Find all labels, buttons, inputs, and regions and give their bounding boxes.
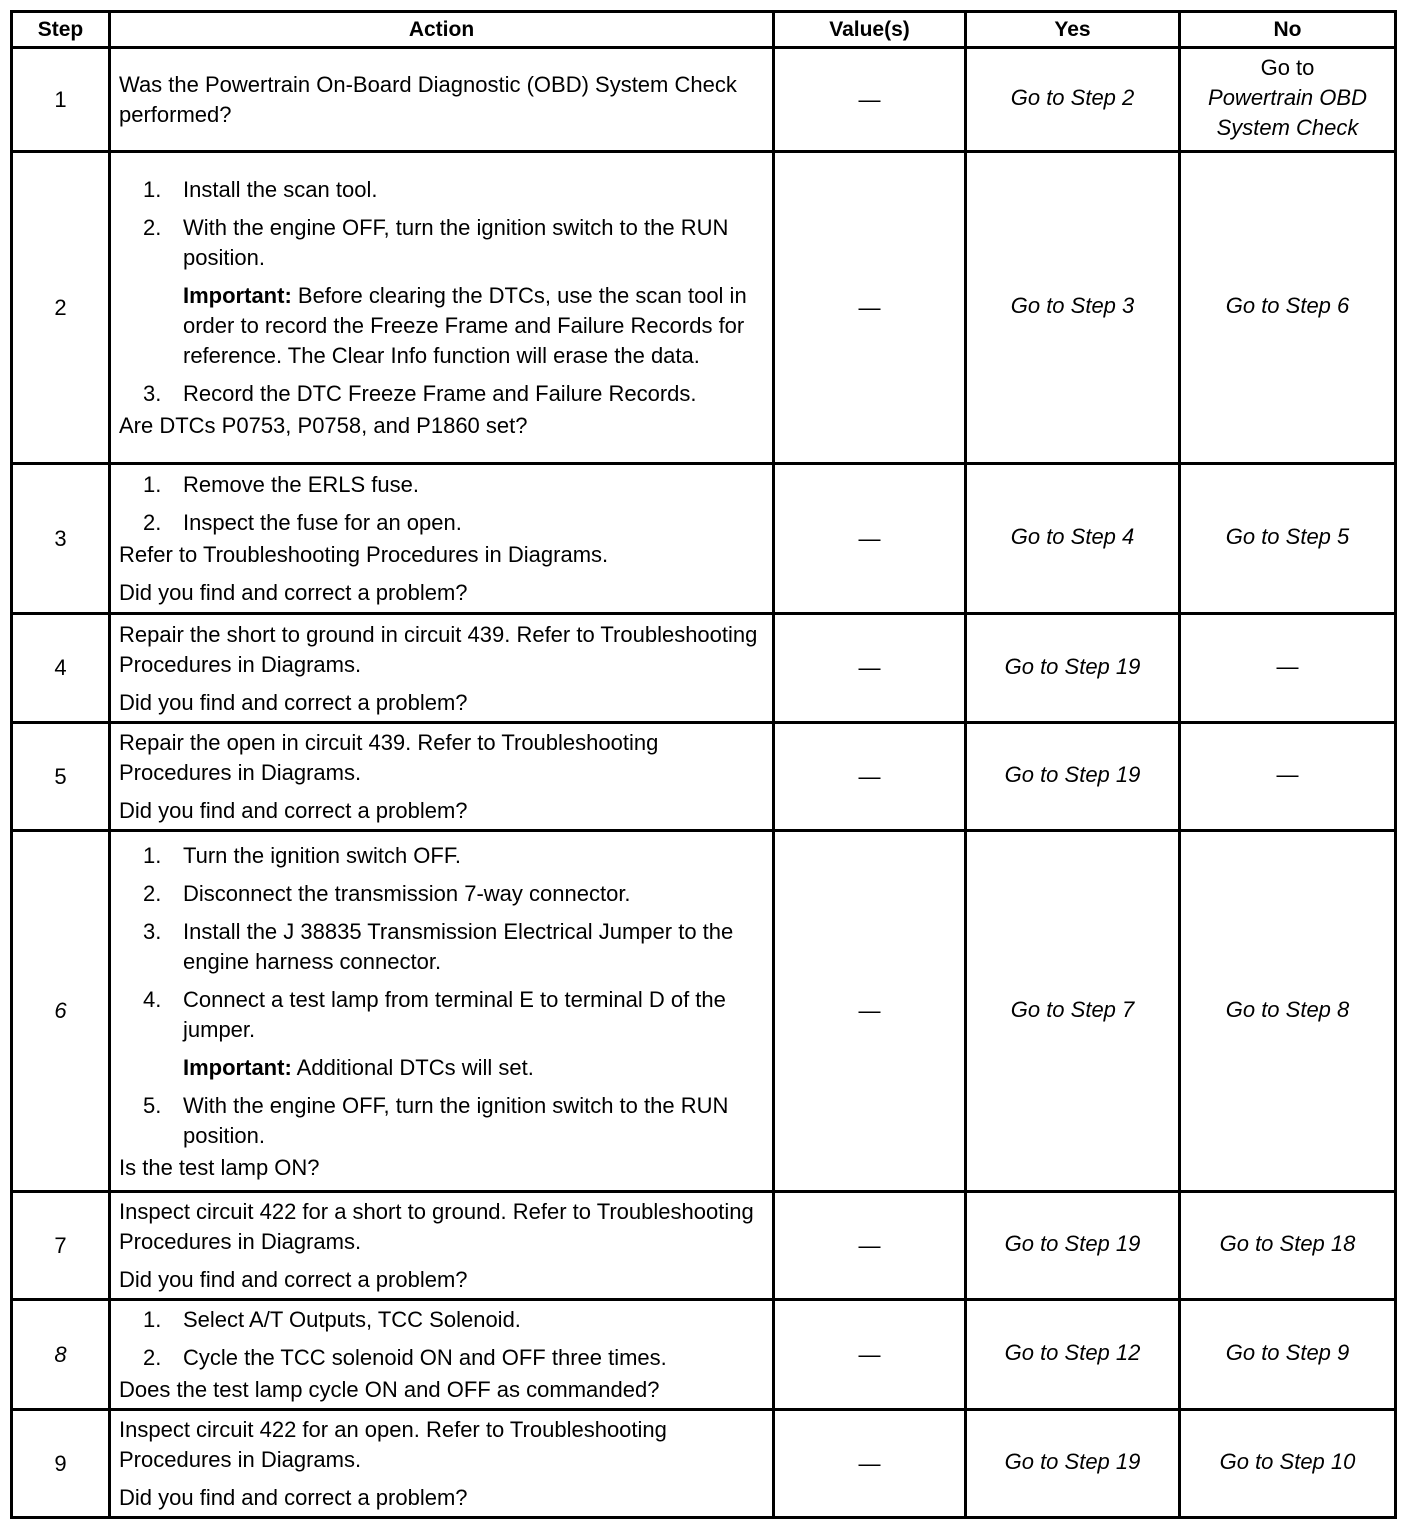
action-list-item: 3. Record the DTC Freeze Frame and Failure Records. [143, 381, 697, 406]
action-question: Are DTCs P0753, P0758, and P1860 set? [119, 413, 528, 438]
value-cell: — [774, 1300, 966, 1410]
header-step: Step [12, 12, 110, 48]
action-question: Did you find and correct a problem? [119, 798, 468, 823]
action-cell [110, 48, 774, 152]
step-number: 4 [12, 614, 110, 723]
diagnostic-table [10, 10, 1397, 1519]
action-cell [110, 723, 774, 831]
action-text: Repair the open in circuit 439. Refer to Troubleshooting Procedures in Diagrams. [119, 730, 659, 785]
step-number: 6 [12, 831, 110, 1192]
yes-cell: Go to Step 19 [966, 1192, 1180, 1300]
yes-cell: Go to Step 2 [966, 48, 1180, 152]
no-cell: Go to Step 8 [1180, 831, 1396, 1192]
header-yes: Yes [966, 12, 1180, 48]
action-list-item: 1. Install the scan tool. [143, 177, 378, 202]
no-cell: Go to Step 5 [1180, 464, 1396, 614]
table-row-step-1 [12, 48, 1396, 152]
yes-cell: Go to Step 7 [966, 831, 1180, 1192]
no-text-line: Go to [1260, 55, 1315, 80]
action-list [119, 379, 764, 409]
table-row-step-4 [12, 614, 1396, 723]
table-row-step-3 [12, 464, 1396, 614]
important-note: Important: Additional DTCs will set. [183, 1054, 534, 1080]
table-row-step-2 [12, 152, 1396, 464]
table-row-step-8 [12, 1300, 1396, 1410]
action-cell [110, 831, 774, 1192]
value-cell: — [774, 1410, 966, 1518]
action-list-item: 3. Install the J 38835 Transmission Electrical Jumper to the engine harness connector. [143, 918, 734, 974]
action-list [119, 1305, 764, 1373]
action-question: Did you find and correct a problem? [119, 1485, 468, 1510]
header-values: Value(s) [774, 12, 966, 48]
action-question: Did you find and correct a problem? [119, 1267, 468, 1292]
action-text: Inspect circuit 422 for a short to ground. Refer to Troubleshooting Procedures in Diagrams. [119, 1199, 754, 1254]
yes-cell: Go to Step 19 [966, 1410, 1180, 1518]
action-list-item: 2. Disconnect the transmission 7-way connector. [143, 880, 631, 906]
action-question: Is the test lamp ON? [119, 1154, 320, 1180]
no-text-line: System Check [1216, 115, 1359, 140]
action-question: Did you find and correct a problem? [119, 689, 468, 715]
table-header-row [12, 12, 1396, 48]
no-cell: Go to Step 18 [1180, 1192, 1396, 1300]
action-list [119, 1091, 764, 1151]
yes-cell: Go to Step 19 [966, 614, 1180, 723]
table-row-step-5 [12, 723, 1396, 831]
action-list-item: 4. Connect a test lamp from terminal E to terminal D of the jumper. [143, 986, 726, 1042]
action-cell [110, 1410, 774, 1518]
action-list-item: 1. Remove the ERLS fuse. [143, 472, 420, 497]
value-cell: — [774, 723, 966, 831]
action-list-item: 2. With the engine OFF, turn the ignition switch to the RUN position. [143, 215, 729, 270]
action-list-item: 2. Inspect the fuse for an open. [143, 510, 462, 535]
step-number: 7 [12, 1192, 110, 1300]
action-list-item: 5. With the engine OFF, turn the ignition switch to the RUN position. [143, 1092, 729, 1148]
value-cell: — [774, 1192, 966, 1300]
no-text-line: Powertrain OBD [1208, 85, 1367, 110]
step-number: 5 [12, 723, 110, 831]
action-cell [110, 464, 774, 614]
yes-cell: Go to Step 12 [966, 1300, 1180, 1410]
value-cell: — [774, 48, 966, 152]
header-action: Action [110, 12, 774, 48]
table-row-step-9 [12, 1410, 1396, 1518]
no-cell: Go to Step 10 [1180, 1410, 1396, 1518]
yes-cell: Go to Step 3 [966, 152, 1180, 464]
action-question: Does the test lamp cycle ON and OFF as commanded? [119, 1377, 660, 1402]
table-row-step-6 [12, 831, 1396, 1192]
action-cell [110, 1300, 774, 1410]
header-no: No [1180, 12, 1396, 48]
action-list-item: 1. Turn the ignition switch OFF. [143, 842, 461, 868]
action-text: Repair the short to ground in circuit 439. Refer to Troubleshooting Procedures in Diagrams. [119, 621, 758, 677]
no-cell: Go to Step 6 [1180, 152, 1396, 464]
action-cell [110, 614, 774, 723]
action-text: Was the Powertrain On-Board Diagnostic (OBD) System Check performed? [119, 72, 737, 127]
no-cell: Go to Step 9 [1180, 1300, 1396, 1410]
step-number: 2 [12, 152, 110, 464]
no-cell: — [1180, 723, 1396, 831]
action-list [119, 175, 764, 273]
value-cell: — [774, 831, 966, 1192]
action-list [119, 470, 764, 538]
action-note: Refer to Troubleshooting Procedures in Diagrams. [119, 542, 609, 567]
table-row-step-7 [12, 1192, 1396, 1300]
action-list-item: 1. Select A/T Outputs, TCC Solenoid. [143, 1307, 521, 1332]
no-cell [1180, 48, 1396, 152]
value-cell: — [774, 464, 966, 614]
step-number: 9 [12, 1410, 110, 1518]
value-cell: — [774, 614, 966, 723]
action-cell [110, 152, 774, 464]
action-question: Did you find and correct a problem? [119, 580, 468, 605]
action-cell [110, 1192, 774, 1300]
action-list [119, 841, 764, 1045]
important-note: Important: Before clearing the DTCs, use the scan tool in order to record the Freeze Frame and Failure Records for reference. The Clear Info function will erase the data. [183, 283, 747, 368]
action-text: Inspect circuit 422 for an open. Refer to Troubleshooting Procedures in Diagrams. [119, 1417, 667, 1472]
value-cell: — [774, 152, 966, 464]
step-number: 8 [12, 1300, 110, 1410]
action-list-item: 2. Cycle the TCC solenoid ON and OFF three times. [143, 1345, 667, 1370]
no-cell: — [1180, 614, 1396, 723]
yes-cell: Go to Step 19 [966, 723, 1180, 831]
step-number: 1 [12, 48, 110, 152]
yes-cell: Go to Step 4 [966, 464, 1180, 614]
step-number: 3 [12, 464, 110, 614]
